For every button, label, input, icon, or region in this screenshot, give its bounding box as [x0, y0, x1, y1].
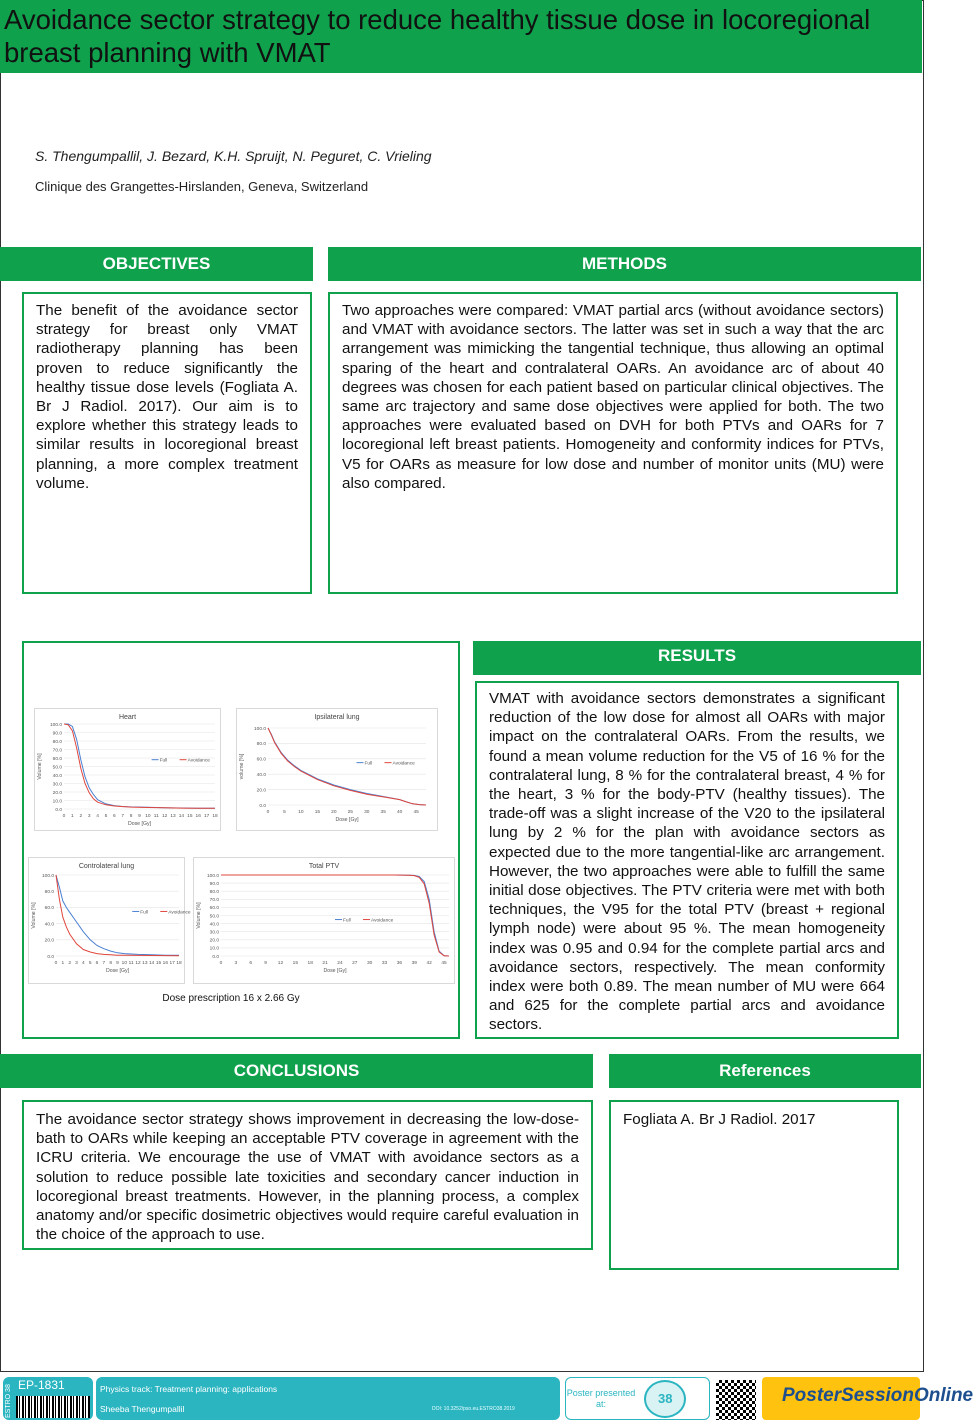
y-axis-label: Volume [%] — [37, 753, 43, 780]
x-tick-label: 8 — [109, 961, 113, 966]
x-tick-label: 4 — [81, 961, 85, 966]
y-tick-label: 0.0 — [212, 954, 219, 960]
x-tick-label: 42 — [426, 961, 432, 966]
y-tick-label: 40.0 — [209, 922, 219, 928]
y-tick-label: 60.0 — [256, 757, 266, 763]
chart-title: Controlateral lung — [78, 863, 135, 870]
x-tick-label: 2 — [79, 814, 83, 819]
x-tick-label: 5 — [104, 814, 108, 819]
x-axis-label: Dose [Gy] — [105, 968, 130, 974]
x-tick-label: 21 — [322, 961, 328, 966]
y-tick-label: 60.0 — [52, 756, 62, 762]
x-tick-label: 17 — [203, 814, 210, 819]
x-tick-label: 7 — [102, 961, 106, 966]
x-axis-label: Dose [Gy] — [127, 821, 152, 827]
x-axis-label: Dose [Gy] — [335, 817, 359, 823]
x-tick-label: 0 — [62, 814, 66, 819]
y-tick-label: 80.0 — [256, 742, 266, 748]
x-tick-label: 6 — [95, 961, 99, 966]
x-tick-label: 3 — [234, 961, 238, 966]
x-tick-label: 5 — [88, 961, 92, 966]
x-tick-label: 6 — [249, 961, 253, 966]
x-tick-label: 1 — [71, 814, 74, 819]
y-tick-label: 50.0 — [209, 914, 219, 920]
y-tick-label: 10.0 — [52, 799, 62, 805]
doi: DOI: 10.3252/pso.eu.ESTRO38.2019 — [432, 1406, 515, 1412]
y-tick-label: 80.0 — [209, 890, 219, 895]
x-tick-label: 13 — [142, 961, 148, 966]
y-tick-label: 60.0 — [44, 906, 54, 912]
track-label: Physics track: Treatment planning: applications — [100, 1384, 278, 1394]
x-tick-label: 4 — [96, 814, 99, 819]
results-box — [475, 681, 899, 1039]
figure-caption: Dose prescription 16 x 2.66 Gy — [162, 993, 300, 1004]
x-tick-label: 18 — [212, 814, 218, 819]
legend-label: Full — [364, 761, 373, 767]
y-tick-label: 40.0 — [44, 922, 54, 928]
x-tick-label: 15 — [314, 810, 321, 815]
conclusions-heading: CONCLUSIONS — [0, 1054, 593, 1088]
x-tick-label: 18 — [176, 961, 182, 966]
x-tick-label: 14 — [178, 814, 185, 819]
y-tick-label: 60.0 — [209, 906, 219, 912]
x-tick-label: 11 — [153, 814, 159, 819]
affiliation: Clinique des Grangettes-Hirslanden, Geneva, Switzerland — [35, 179, 369, 194]
y-tick-label: 70.0 — [52, 748, 62, 754]
y-tick-label: 80.0 — [44, 890, 54, 895]
objectives-box — [22, 292, 312, 594]
x-tick-label: 24 — [337, 961, 343, 966]
y-tick-label: 100.0 — [206, 873, 219, 879]
y-tick-label: 20.0 — [52, 790, 62, 796]
x-tick-label: 0 — [219, 961, 223, 966]
chart-title: Heart — [118, 714, 137, 721]
x-tick-label: 3 — [87, 814, 91, 819]
chart-ipsilateral-lung — [236, 708, 438, 831]
x-tick-label: 45 — [441, 961, 447, 966]
x-tick-label: 40 — [396, 810, 403, 815]
x-tick-label: 0 — [54, 961, 58, 966]
y-tick-label: 100.0 — [49, 722, 62, 728]
title-bar — [0, 0, 922, 73]
results-heading: RESULTS — [473, 641, 921, 675]
y-tick-label: 50.0 — [52, 765, 62, 771]
x-tick-label: 10 — [121, 961, 128, 966]
legend-label: Full — [159, 758, 168, 764]
y-tick-label: 30.0 — [52, 782, 62, 788]
results-text: VMAT with avoidance sectors demonstrates a significant reduction of the low dose for almost all OARs with major impact on the contralateral OARs. From the results, we found a mean volume reduction for the V5 of 16 % for the contralateral lung, 8 % for the contralateral breast, 4 % for the heart, 3 % for the body-PTV (healthy tissues). The trade-off was a slight increase of the V20 to the ipsilateral lung by 2 % for the plan with avoidance sectors as expected due to the more tangential-like arc arrangement. However, the two approaches were able to fulfill the same initial dose objectives. The PTV criteria were met with both techniques, the V95 for the total PTV (breast + regional lymph node) were about 95 %. The mean homogeneity index was 0.95 and 0.94 for the complete partial arcs and avoidance sectors, respectively. The mean conformity index were both 0.89. The mean number of MU were 664 and 625 for the complete partial arcs and avoidance sectors. — [489, 690, 885, 1034]
x-tick-label: 12 — [161, 814, 168, 819]
methods-text: Two approaches were compared: VMAT partial arcs (without avoidance sectors) and VMAT with avoidance sectors. The latter was set in such a way that the arc arrangement was mimicking the tangential technique, thus allowing an optimal sparing of the heart and contralateral OARs. An avoidance arc of about 40 degrees was chosen for each patient based on particular clinical objectives. The same arc trajectory and same dose objectives were applied for both. The two approaches were evaluated based on DVH for both PTVs and OARs for 7 locoregional left breast patients. Homogeneity and conformity indices for PTVs, V5 for OARs as measure for low dose and number of monitor units (MU) were also compared. — [342, 302, 884, 492]
x-tick-label: 16 — [162, 961, 169, 966]
x-tick-label: 9 — [264, 961, 267, 966]
methods-box — [328, 292, 898, 594]
x-tick-label: 15 — [155, 961, 162, 966]
objectives-heading: OBJECTIVES — [0, 247, 313, 281]
x-tick-label: 30 — [364, 810, 370, 815]
x-tick-label: 0 — [266, 810, 270, 815]
x-tick-label: 9 — [138, 814, 141, 819]
qr-code-icon[interactable] — [716, 1380, 756, 1420]
brand-logo-text: PosterSessionOnline — [782, 1385, 973, 1406]
chart-heart — [34, 708, 221, 831]
x-tick-label: 15 — [187, 814, 193, 819]
y-tick-label: 90.0 — [209, 881, 219, 887]
legend-label: Full — [140, 910, 148, 916]
legend-label: Avoidance — [187, 758, 210, 764]
x-tick-label: 17 — [169, 961, 175, 966]
x-tick-label: 20 — [331, 810, 337, 815]
legend-label: Avoidance — [392, 761, 415, 767]
chart-title: Ipsilateral lung — [314, 714, 360, 721]
x-tick-label: 30 — [367, 961, 373, 966]
objectives-text: The benefit of the avoidance sector strategy for breast only VMAT radiotherapy planning has been proven to reduce significantly the healthy tissue dose levels (Fogliata A. Br J Radiol. 2017). Our aim is to explore whether this strategy leads to similar results in locoregional breast planning, a more complex treatment volume. — [36, 302, 298, 492]
x-tick-label: 1 — [61, 961, 65, 966]
chart-total-ptv — [193, 857, 455, 984]
y-tick-label: 40.0 — [52, 773, 62, 779]
references-heading: References — [609, 1054, 921, 1088]
x-tick-label: 5 — [283, 810, 286, 815]
x-tick-label: 11 — [128, 961, 134, 966]
y-tick-label: 10.0 — [209, 946, 219, 952]
y-tick-label: 0.0 — [55, 807, 62, 813]
postersessiononline-logo[interactable] — [762, 1377, 973, 1420]
x-tick-label: 12 — [277, 961, 284, 966]
presented-at-label: Poster presented at: — [566, 1388, 636, 1409]
x-tick-label: 45 — [413, 810, 419, 815]
barcode-icon — [16, 1396, 90, 1418]
x-tick-label: 39 — [411, 961, 417, 966]
legend-label: Avoidance — [371, 918, 394, 924]
chart-controlateral-lung — [28, 857, 191, 984]
methods-heading: METHODS — [328, 247, 921, 281]
x-tick-label: 3 — [75, 961, 78, 966]
x-tick-label: 9 — [116, 961, 119, 966]
poster-title: Avoidance sector strategy to reduce healthy tissue dose in locoregional breast planning with VMAT — [4, 4, 871, 68]
x-axis-label: Dose [Gy] — [323, 968, 347, 974]
x-tick-label: 33 — [381, 961, 388, 966]
y-tick-label: 20.0 — [44, 938, 54, 944]
x-tick-label: 10 — [298, 810, 304, 815]
y-tick-label: 100.0 — [41, 873, 54, 879]
y-axis-label: Volume [%] — [31, 902, 37, 929]
chart-title: Total PTV — [308, 863, 340, 870]
y-tick-label: 100.0 — [253, 726, 266, 732]
y-axis-label: Volume [%] — [196, 902, 202, 929]
congress-badge: 38 — [658, 1391, 673, 1406]
x-tick-label: 7 — [121, 814, 125, 819]
y-tick-label: 20.0 — [209, 938, 219, 944]
conclusions-text: The avoidance sector strategy shows improvement in decreasing the low-dose-bath to OARs while keeping an acceptable PTV coverage in agreement with the ICRU criteria. We encourage the use of VMAT with avoidance sectors as a solution to reduce possible late toxicities and secondary cancer induction in locoregional breast treatments. However, in the planning process, a complex anatomy and/or specific dosimetric objectives would require careful evaluation in the choice of the approach to use. — [36, 1111, 579, 1244]
x-tick-label: 2 — [68, 961, 72, 966]
legend-label: Full — [343, 918, 351, 924]
x-tick-label: 16 — [195, 814, 201, 819]
x-tick-label: 27 — [352, 961, 358, 966]
congress-vertical-label: ESTRO 38 — [5, 1384, 12, 1418]
chart-border — [35, 709, 221, 831]
x-tick-label: 36 — [396, 961, 403, 966]
abstract-code: EP-1831 — [18, 1378, 65, 1392]
legend-label: Avoidance — [168, 910, 191, 916]
x-tick-label: 8 — [129, 814, 133, 819]
authors: S. Thengumpallil, J. Bezard, K.H. Spruijt, N. Peguret, C. Vrieling — [35, 148, 432, 164]
y-tick-label: 20.0 — [256, 788, 266, 794]
congress-logo-icon — [644, 1380, 686, 1418]
x-tick-label: 13 — [170, 814, 176, 819]
x-tick-label: 18 — [307, 961, 313, 966]
references-box — [609, 1100, 899, 1270]
x-tick-label: 12 — [135, 961, 141, 966]
references-text: Fogliata A. Br J Radiol. 2017 — [623, 1111, 816, 1128]
conclusions-box — [22, 1100, 593, 1250]
y-tick-label: 90.0 — [52, 731, 62, 737]
y-axis-label: volume [%] — [239, 753, 245, 780]
y-tick-label: 0.0 — [259, 803, 266, 809]
x-tick-label: 14 — [148, 961, 155, 966]
x-tick-label: 10 — [145, 814, 151, 819]
x-tick-label: 6 — [112, 814, 116, 819]
y-tick-label: 40.0 — [256, 773, 266, 778]
presenter-name: Sheeba Thengumpallil — [100, 1404, 185, 1414]
x-tick-label: 35 — [380, 810, 386, 815]
x-tick-label: 15 — [292, 961, 299, 966]
y-tick-label: 70.0 — [209, 898, 219, 904]
x-tick-label: 25 — [347, 810, 353, 815]
y-tick-label: 80.0 — [52, 739, 62, 745]
y-tick-label: 30.0 — [209, 930, 219, 936]
y-tick-label: 0.0 — [47, 954, 54, 960]
